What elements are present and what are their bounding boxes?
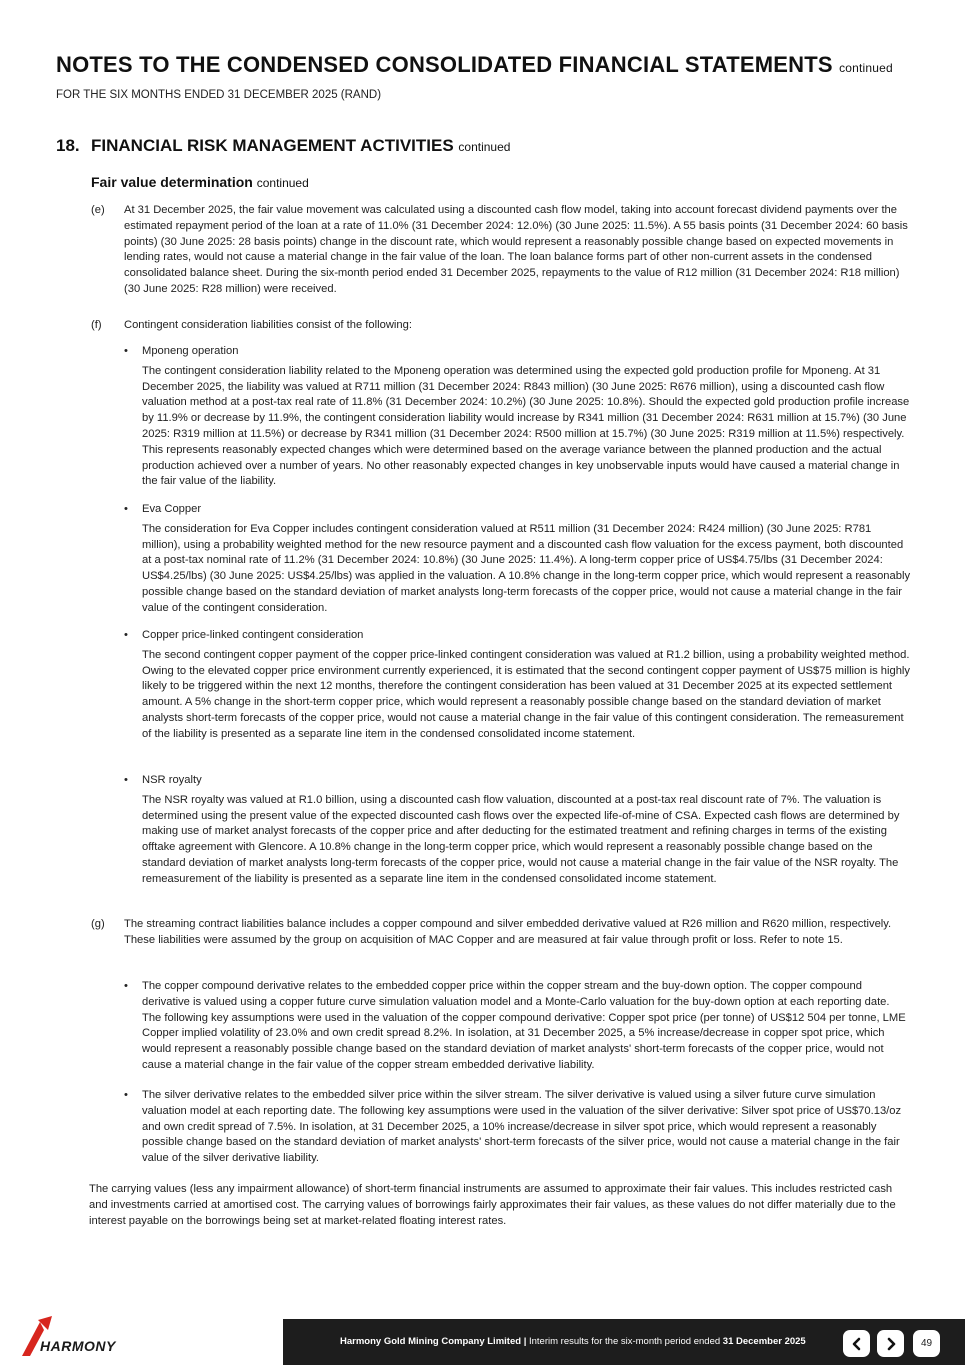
bullet-icon: • [124, 774, 128, 786]
harmony-logo-text: HARMONY [40, 1338, 116, 1354]
bullet-icon: • [124, 629, 128, 641]
note-item-f [91, 318, 911, 334]
item-text: The streaming contract liabilities balance includes a copper compound and silver embedded derivative valued at R26 million and R620 million, respectively. These liabilities were assumed by the group on acquisition of MAC Copper and are measured at fair value through profit or loss. Refer to note 15. [124, 918, 892, 946]
footer-company: Harmony Gold Mining Company Limited [340, 1336, 522, 1347]
bullet-icon: • [124, 1089, 128, 1101]
section-title: FINANCIAL RISK MANAGEMENT ACTIVITIES [91, 136, 454, 155]
section-heading [56, 136, 510, 156]
bullet-copper-price-linked [124, 628, 911, 743]
item-label: (g) [91, 918, 105, 930]
footer-caption [340, 1336, 806, 1347]
section-suffix: continued [458, 140, 511, 154]
bullet-heading: NSR royalty [142, 774, 202, 786]
item-text: At 31 December 2025, the fair value movement was calculated using a discounted cash flow model, taking into account forecast dividend payments over the estimated repayment period of the loan at a rate of 11.0% (31 December 2024: 12.0%) (30 June 2025: 11.5%). A 55 basis points (31 December 2024: 60 basis points) (30 June 2025: 28 basis points) change in the discount rate, which would represent a reasonably possible change based on expected movements in lending rates, would not cause a material change in the fair value of the loan. The loan balance forms part of other non-current assets in the condensed consolidated balance sheet. During the six-month period ended 31 December 2025, repayments to the value of R12 million (31 December 2024: R18 million) (30 June 2025: R28 million) were received. [124, 204, 908, 295]
bullet-icon: • [124, 980, 128, 992]
previous-page-button[interactable] [843, 1330, 870, 1357]
bullet-heading: Copper price-linked contingent consideration [142, 629, 364, 641]
page-subtitle: FOR THE SIX MONTHS ENDED 31 DECEMBER 2025 (RAND) [56, 89, 382, 101]
closing-paragraph: The carrying values (less any impairment allowance) of short-term financial instruments are assumed to approximate their fair values. This includes restricted cash and investments carried at amortised cost. The carrying values of borrowings fairly approximates their fair values, as these values do not differ materially due to the interest payable on the borrowings being set at market-related floating interest rates. [89, 1183, 896, 1227]
chevron-left-icon [851, 1337, 863, 1351]
bullet-text: The silver derivative relates to the embedded silver price within the silver stream. The silver derivative is valued using a silver future curve simulation valuation model at each reporting date. The following key assumptions were used in the valuation of the silver derivative: Silver spot price of US$70.13/oz and own credit spread of 7.5%. In isolation, at 31 December 2025, a 10% increase/decrease in silver spot price, which would represent a reasonably possible change based on the standard deviation of market analysts' short-term forecasts of the silver price, would not cause a material change in the fair value of the silver derivative liability. [142, 1089, 902, 1165]
subsection-heading [91, 174, 309, 190]
bullet-mponeng [124, 344, 911, 490]
subsection-title: Fair value determination [91, 174, 253, 190]
page-title-text: NOTES TO THE CONDENSED CONSOLIDATED FINANCIAL STATEMENTS [56, 52, 833, 77]
bullet-text: The copper compound derivative relates to the embedded copper price within the copper stream and the buy-down option. The copper compound derivative is valued using a copper future curve simulation valuation model and a Monte-Carlo valuation for the buy-down option at each reporting date. The following key assumptions were used in the valuation of the copper compound derivative: Copper spot price (per tonne) of US$12 504 per tonne, LME Copper implied volatility of 23.0% and own credit spread 8.2%. In isolation, at 31 December 2025, a 5% increase/decrease in copper spot price, which would represent a reasonably possible change based on the standard deviation of market analysts' short-term forecasts of the copper price, would not cause a material change in the fair value of the copper stream embedded derivative liability. [142, 980, 906, 1071]
note-item-g [91, 917, 911, 949]
item-label: (f) [91, 319, 102, 331]
bullet-copper-derivative [124, 979, 911, 1074]
bullet-text: The second contingent copper payment of the copper price-linked contingent consideration was valued at R1.2 billion, using a probability weighted method. Owing to the elevated copper price environment currently experienced, it is estimated that the second contingent copper payment of US$75 million is highly likely to be triggered within the next 12 months, therefore the contingent consideration has been valued at 31 December 2025 at its expected settlement amount. A 5% change in the short-term copper price, which would represent a reasonably possible change based on the standard deviation of market analysts short-term forecasts of the copper price, would not cause a material change in the fair value of this contingent consideration. The remeasurement of the liability is presented as a separate line item in the condensed consolidated income statement. [142, 648, 911, 740]
next-page-button[interactable] [877, 1330, 904, 1357]
item-label: (e) [91, 204, 105, 216]
footer-period: 31 December 2025 [722, 1336, 806, 1347]
bullet-text: The NSR royalty was valued at R1.0 billion, using a discounted cash flow valuation, discounted at a post-tax real discount rate of 7%. The valuation is determined using the present value of the expected discounted cash flows over the expected life-of-mine of CSA. Expected cash flows are determined by making use of market analyst forecasts of the copper price and after deducting for the estimated treatment and refining charges in terms of the existing offtake agreement with Glencore. A 10.8% change in the long-term copper price, which would represent a reasonably possible change based on the standard deviation of market analysts long-term forecasts of the copper price, would not cause a material change in the fair value of the NSR royalty. The remeasurement of the liability is presented as a separate line item in the condensed consolidated income statement. [142, 793, 900, 885]
section-number: 18. [56, 136, 80, 155]
page-title [56, 52, 893, 78]
subsection-suffix: continued [256, 176, 309, 190]
chevron-right-icon [885, 1337, 897, 1351]
bullet-icon: • [124, 503, 128, 515]
note-item-e [91, 203, 911, 298]
footer-report: Interim results for the six-month period ended [529, 1336, 721, 1347]
bullet-nsr-royalty [124, 773, 911, 888]
bullet-silver-derivative [124, 1088, 911, 1167]
item-text: Contingent consideration liabilities consist of the following: [124, 319, 412, 331]
bullet-eva-copper [124, 502, 911, 617]
page-title-suffix: continued [839, 61, 893, 75]
bullet-text: The contingent consideration liability related to the Mponeng operation was determined using the expected gold production profile for Mponeng. At 31 December 2025, the liability was valued at R711 million (31 December 2024: R843 million) (30 June 2025: R676 million), using a discounted cash flow valuation method at a post-tax real rate of 11.8% (31 December 2024: 10.2%) (30 June 2025: 10.8%). Should the expected gold production profile increase by 11.9% or decrease by 11.9%, the contingent consideration liability would increase by R341 million (31 December 2024: R631 million at 15.7%) (30 June 2025: R319 million at 11.5%) or decrease by R341 million (31 December 2024: R500 million at 15.7%) (30 June 2025: R319 million at 11.5%) respectively. This represents reasonably expected changes which were determined based on the average variance between the planned production and the actual production achieved over a number of years. No other reasonably expected changes in key unobservable inputs would have caused a material change in the fair value of the liability. [142, 364, 910, 488]
bullet-heading: Mponeng operation [142, 345, 239, 357]
bullet-icon: • [124, 345, 128, 357]
bullet-heading: Eva Copper [142, 503, 202, 515]
footer-separator: | [523, 1336, 527, 1347]
page-number: 49 [913, 1330, 940, 1357]
bullet-text: The consideration for Eva Copper includes contingent consideration valued at R511 million (31 December 2024: R424 million) (30 June 2025: R781 million), using a probability weighted method for the new resource payment and a discounted cash flow valuation for the excess payment, both discounted at a post-tax nominal rate of 11.2% (31 December 2024: 10.8%) (30 June 2025: 11.4%). A long-term copper price of US$4.75/lbs (31 December 2024: US$4.25/lbs) (30 June 2025: US$4.25/lbs) was applied in the valuation. A 10.8% change in the long-term copper price, which would represent a reasonably possible change based on the standard deviation of market analysts long-term forecasts of the copper price, would not cause a material change in the fair value of the contingent consideration. [142, 522, 911, 614]
